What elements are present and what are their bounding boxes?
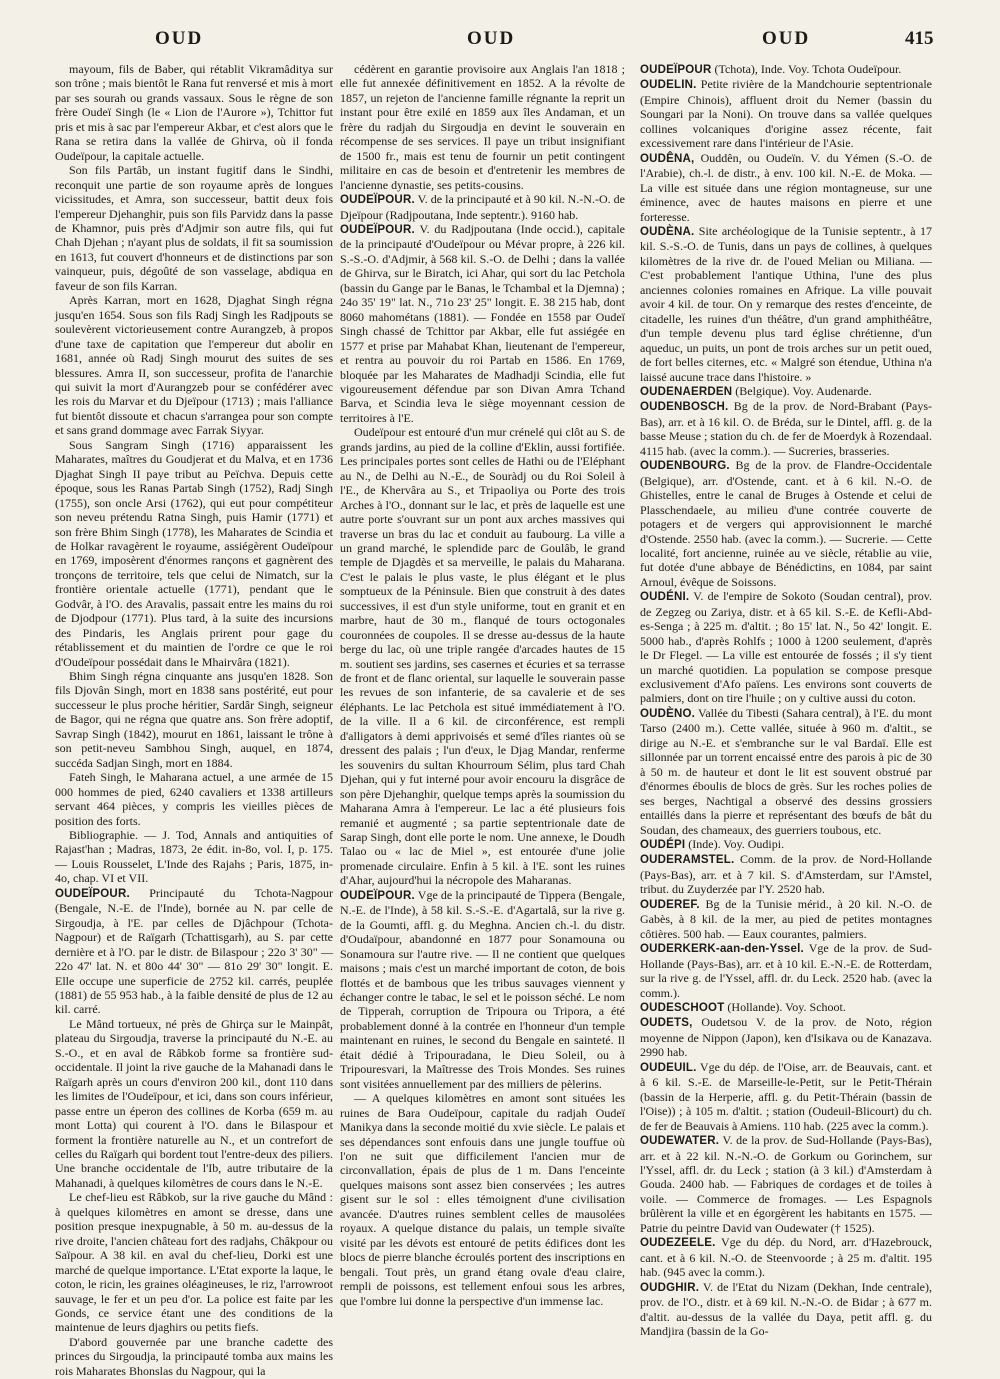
- entry-paragraph: [640, 897, 932, 941]
- entry-headword: OUDETS,: [640, 1017, 693, 1030]
- text-paragraph: [55, 438, 333, 669]
- text-paragraph: [340, 62, 625, 192]
- text-paragraph: [55, 62, 333, 163]
- entry-headword: OUDEÏPOUR.: [55, 887, 130, 900]
- entry-paragraph: [640, 1133, 932, 1235]
- entry-text: Principauté du Tchota-Nagpour (Bengale, N.-E. de l'Inde), bornée au N. par celle de Sirgoudja, à l'E. par celles de Djâchpour (Tchota-Nagpour) et de Raïgarh (Tchattisgarh), au S. par cette dernière et à l'O. par le distr. de Bilaspour ; 22o 3' 30" — 22o 47' lat. N. et 80o 44' 30" — 81o 29' 30" longit. E. Elle occupe une superficie de 2752 kil. carrés, peuplée (1881) de 55 953 hab., à la faible densité de plus de 12 au kil. carré.: [55, 885, 333, 1017]
- entry-paragraph: [640, 224, 932, 384]
- entry-headword: OUDEWATER.: [640, 1135, 720, 1148]
- entry-paragraph: [640, 941, 932, 1000]
- entry-paragraph: [640, 1235, 932, 1279]
- text-column-middle: [340, 62, 625, 1357]
- entry-headword: OUDEUIL.: [640, 1061, 697, 1074]
- entry-text: Oudeïpour est entouré d'un mur crénelé qui clôt au S. de grands jardins, au pied de la colline d'Eklin, aussi fortifiée. Les principales portes sont celles de Hathi ou de l'Eléphant au N., de Delhi au N.-E., de Souràdj ou du Roi Soleil à l'E., de Khervâra au S., et Tripaoliya ou Porte des trois Arches à l'O., donnant sur le lac, et près de laquelle est une autre porte s'ouvrant sur un pont aux arches massives qui traverse un bras du lac et conduit au faubourg. La ville a un grand marché, le splendide parc de Goulâb, le grand temple de Djagdès et sa merveille, le palais du Maharana. C'est le palais le plus vaste, le plus élégant et le plus somptueux de la Péninsule. Bien que construit à des dates successives, il est d'un style uniforme, tout en granit et en marbre, haut de 30 m., flanqué de tours octogonales couronnées de coupoles. Il se dresse au-dessus de la haute berge du lac, où une triple rangée d'arcades hautes de 15 m. soutient ses jardins, ses casernes et écuries et sa terrasse de front et de flanc oriental, sur laquelle le souverain passe les revues de son infanterie, de sa cavalerie et de ses éléphants. Le lac Petchola est situé immédiatement à l'O. de la ville. Il a 6 kil. de circonférence, est rempli d'alligators à demi apprivoisés et semé d'îles riantes où se dressent des palais ; l'un d'eux, le Djag Mandar, renferme les souvenirs du sultan Khourroum Sélim, plus tard Chah Djehan, qui y fut interné pour avoir encouru la disgrâce de son père Djehanghir, quelque temps après la soumission du Maharana Amra à l'empereur. Le lac a été plusieurs fois remanié et augmenté ; sa partie septentrionale date de Sarap Singh, dont elle porte le nom. Une annexe, le Doudh Talao ou « lac de Miel », est entourée d'une jolie promenade circulaire. Enfin à 5 kil. à l'E. sont les ruines d'Ahar, aujourd'hui la nécropole des Maharanas.: [340, 425, 625, 888]
- entry-headword: OUDELIN.: [640, 79, 697, 92]
- entry-paragraph: [640, 837, 932, 852]
- entry-headword: OUDÉNI.: [640, 591, 690, 604]
- entry-paragraph: [340, 192, 625, 222]
- entry-text: (Belgique). Voy. Audenarde.: [732, 383, 872, 398]
- entry-text: Fateh Singh, le Maharana actuel, a une armée de 15 000 hommes de pied, 6240 cavaliers et 1338 artilleurs servant 464 pièces, y compris les vieilles pièces de position des forts.: [55, 770, 333, 828]
- entry-headword: OUDEÏPOUR: [640, 64, 712, 76]
- entry-headword: OUDERKERK-aan-den-Yssel.: [640, 943, 804, 956]
- entry-paragraph: [640, 706, 932, 837]
- text-paragraph: [55, 1017, 333, 1190]
- entry-text: Bg de la prov. de Flandre-Occidentale (Belgique), arr. d'Ostende, cant. et à 6 kil. N.-O. de Ghistelles, entre le canal de Bruges à Ostende et celui de Plasschendaele, au milieu d'une contrée couverte de potagers et de vergers qui approvisionnent le marché d'Ostende. 2550 hab. (avec la comm.). — Sucrerie. — Cette localité, fort ancienne, ruinée au ve siècle, rétablie au viie, fut dotée d'une abbaye de Bénédictins, en 1084, par saint Arnoul, évêque de Soissons.: [640, 458, 932, 589]
- entry-paragraph: [640, 384, 932, 399]
- entry-text: (Tchota), Inde. Voy. Tchota Oudeïpour.: [711, 62, 902, 76]
- entry-text: V. de l'empire de Sokoto (Soudan central), prov. de Zegzeg ou Zariya, distr. et à 65 kil. S.-E. de Kefli-Abd-es-Senga ; à 225 m. d'altit. ; 8o 15' lat. N., 5o 42' longit. E. 5000 hab., d'après Rohlfs ; 1000 à 1200 seulement, d'après le Dr Flegel. — La ville est entourée de fossés ; il s'y tient un marché quotidien. La population se compose presque exclusivement d'Afo païens. Les environs sont couverts de palmiers, dont on tire l'huile ; on y cultive aussi du coton.: [640, 589, 932, 706]
- entry-text: Vge de la principauté de Tippera (Bengale, N.-E. de l'Inde), à 58 kil. S.-S.-E. d'Agartalâ, sur la rive g. de la Goumti, affl. g. du Meghna. Ancien ch.-l. du distr. d'Oudaïpour, abandonné en 1877 pour Sonamouna ou Sonamoura sur l'autre rive. — Il ne contient que quelques maisons ; mais c'est un marché important de coton, de bois flottés et de bambous que les tribus sauvages viennent y échanger contre le tabac, le sel et le poisson séché. Le nom de Tipperah, corruption de Tripoura ou Tripora, a été probablement donné à la contrée en l'honneur d'un temple maintenant en ruines, le second du Bengale en sainteté. Il était dédié à Tripouradana, le Dieu Soleil, ou à Tripouresvari, la Maîtresse des Trois Mondes. Ses ruines sont visitées annuellement par des milliers de pèlerins.: [340, 887, 625, 1091]
- entry-text: Oudetsou V. de la prov. de Noto, région moyenne de Nippon (Japon), ken d'Isikava ou de Kanazava. 2990 hab.: [640, 1015, 932, 1060]
- entry-headword: OUDEÏPOUR.: [340, 889, 415, 902]
- entry-paragraph: [640, 1000, 932, 1015]
- entry-text: Comm. de la prov. de Nord-Hollande (Pays-Bas), arr. et à 7 kil. S. d'Amsterdam, sur l'Amstel, tribut. du Zuyderzée par l'Y. 2520 hab.: [640, 852, 932, 897]
- entry-text: Le Mând tortueux, né près de Ghirça sur le Mainpât, plateau du Sirgoudja, traverse la principauté du N.-E. au S.-O., et en aval de Râbkob forme sa frontière sud-occidentale. Il joint la rive gauche de la Mahanadi dans le Raïgarh après un cours d'environ 200 kil., dont 110 dans les limites de l'Oudeïpour, et ici, dans son cours inférieur, passe entre un éperon des collines de Korba (659 m. au mont Lotta) qui courent à l'O. dans le Bilaspour et forment la frontière naturelle au N., et un contrefort de celles du Raïgarh qui bordent tout l'entre-deux des piliers. Une branche occidentale de l'Ib, autre tributaire de la Mahanadi, à quelques kilomètres de cours dans le N.-E.: [55, 1016, 333, 1190]
- entry-paragraph: [640, 1060, 932, 1133]
- text-column-right: [640, 62, 932, 1357]
- header-word-left: OUD: [155, 28, 204, 49]
- entry-headword: OUDÊNA,: [640, 152, 695, 165]
- entry-text: Vge du dép. du Nord, arr. d'Hazebrouck, cant. et à 6 kil. N.-O. de Steenvoorde ; à 25 m. d'altit. 195 hab. (945 avec la comm.).: [640, 1235, 932, 1280]
- entry-text: Vallée du Tibesti (Sahara central), à l'E. du mont Tarso (2400 m.). Cette vallée, située à 960 m. d'altit., se dirige au N.-E. et s'embranche sur le val Bardaï. Elle est sillonnée par un torrent encaissé entre des parois à pic de 30 à 50 m. de hauteur et dont le lit est souvent obstrué par d'énormes éboulis de blocs de grès. Sur les roches polies de ses berges, Nachtigal a observé des dessins grossiers entaillés dans la pierre et représentant des bœufs de bât du Soudan, des chameaux, des guerriers toubous, etc.: [640, 705, 932, 837]
- text-paragraph: [55, 669, 333, 770]
- entry-paragraph: [340, 888, 625, 1091]
- entry-text: V. du Radjpoutana (Inde occid.), capitale de la principauté d'Oudeïpour ou Mévar propre, à 226 kil. S.-S.-O. d'Adjmir, à 568 kil. S.-O. de Delhi ; dans la vallée de Ghirva, sur le Biratch, ici Ahar, qui sort du lac Petchola (bassin du Gange par le Banas, le Tchambal et la Djemna) ; 24o 35' 19" lat. N., 71o 23' 25" longit. E. 38 215 hab, dont 8060 mahométans (1881). — Fondée en 1558 par Oudeï Singh chassé de Tchittor par Akbar, elle fut assiégée en 1577 et prise par Mahabat Khan, lieutenant de l'empereur, et rentra au pouvoir du roi Partab en 1586. En 1769, bloquée par les Maharates de Madhadji Scindia, elle fut vigoureusement défendue par son Divan Amra Tchand Barva, et Scindia leva le siège moyennant cession de territoires à l'E.: [340, 221, 625, 425]
- entry-text: (Inde). Voy. Oudipi.: [685, 837, 785, 852]
- entry-paragraph: [640, 589, 932, 706]
- text-paragraph: [55, 163, 333, 293]
- entry-text: Son fils Partâb, un instant fugitif dans le Sindhi, reconquit une partie de son royaume après de longues vicissitudes, et Amra, son successeur, battit deux fois l'empereur Djehanghir, puis son fils Parvidz dans la passe de Khamnor, puis près d'Adjmir son autre fils, qui fut Chah Djehan ; n'ayant plus de soldats, il fit sa soumission en 1613, fut couvert d'honneurs et de distinctions par son vainqueur, puis, dégoûté de son vasselage, abdiqua en faveur de son fils Karran.: [55, 163, 333, 293]
- entry-paragraph: [640, 1015, 932, 1059]
- text-paragraph: [55, 828, 333, 886]
- entry-text: V. de la principauté et à 90 kil. N.-N.-O. de Djeïpour (Radjpoutana, Inde septentr.). 9160 hab.: [340, 192, 625, 222]
- header-word-center: OUD: [467, 28, 516, 49]
- text-paragraph: [340, 1091, 625, 1308]
- entry-headword: OUDESCHOOT: [640, 1002, 725, 1014]
- entry-text: cédèrent en garantie provisoire aux Anglais l'an 1818 ; elle fut annexée définitivement en 1852. A la révolte de 1857, un rejeton de l'ancienne famille régnante la reprit un instant pour être exilé en 1859 aux îles Andaman, et un frère du radjah du Sirgoudja en devint le souverain en récompense de ses services. Il paye un tribut insignifiant de 1500 fr., mais est tenu de fournir un petit contingent militaire en cas de besoin et d'entretenir les membres de l'ancienne dynastie, ses petits-cousins.: [340, 62, 625, 192]
- entry-headword: OUDENBOSCH.: [640, 401, 729, 414]
- entry-text: Vge du dép. de l'Oise, arr. de Beauvais, cant. et à 6 kil. S.-E. de Marseille-le-Petit, sur le Petit-Thérain (bassin de la Herperie, affl. g. du Petit-Thérain (bassin de l'Oise)) ; à 105 m. d'altit. ; station (Oudeuil-Blicourt) du ch. de fer de Beauvais à Amiens. 110 hab. (225 avec la comm.).: [640, 1059, 932, 1133]
- entry-headword: OUDEREF.: [640, 898, 700, 911]
- text-paragraph: [55, 1335, 333, 1378]
- entry-text: V. de la prov. de Sud-Hollande (Pays-Bas), arr. et à 22 kil. N.-N.-O. de Gorkum ou Gorinchem, sur l'Yssel, affl. dr. du Leck ; station (à 3 kil.) d'Amsterdam à Gouda. 2400 hab. — Fabriques de cordages et de toiles à voile. — Commerce de fromages. — Les Espagnols brûlèrent la ville et en égorgèrent les habitants en 1575. — Patrie du peintre David van Oudewater († 1525).: [640, 1133, 932, 1235]
- text-column-left: [55, 62, 333, 1378]
- entry-paragraph: [640, 1280, 932, 1339]
- entry-paragraph: [640, 852, 932, 896]
- entry-text: mayoum, fils de Baber, qui rétablit Vikramâditya sur son trône ; mais bientôt le Rana fut renversé et mis à mort par ses sourah ou grands vassaux. Sous le règne de son frère Oudeï Singh (le « Lion de l'Aurore »), Tchittor fut pris et mis à sac par l'empereur Akbar, et c'est alors que le Rana se retira dans la vallée de Ghirva, où il fonda Oudeïpour, la capitale actuelle.: [55, 62, 333, 163]
- entry-headword: OUDEÏPOUR.: [340, 223, 415, 236]
- entry-text: Sous Sangram Singh (1716) apparaissent les Maharates, maîtres du Goudjerat et du Malva, et en 1736 Djaghat Singh II paye tribut au Peïchva. Depuis cette époque, sous les Ranas Partab Singh (1752), Radj Singh (1755), son oncle Arsi (1762), qui eut pour compétiteur son neveu prétendu Ratna Singh, puis Hamir (1771) et son frère Bhim Singh (1778), les Maharates de Scindia et de Holkar ravagèrent le royaume, assiégèrent Oudeïpour en 1769, imposèrent d'énormes rançons et gagnèrent des tronçons de territoire, tels que celui de Nimatch, sur la frontière orientale actuelle (1771), pendant que le Godvâr, à l'O. des Aravalis, passait entre les mains du roi de Djodpour (1771). Plus tard, à la suite des incursions des Pindaris, les Anglais prirent pour gage du rétablissement et du maintien de l'ordre ce que le roi d'Oudeïpour possédait dans le Mhairvâra (1821).: [55, 437, 333, 669]
- entry-text: Vge de la prov. de Sud-Hollande (Pays-Bas), arr. et à 10 kil. E.-N.-E. de Rotterdam, sur la rive g. de l'Yssel, affl. dr. du Leck. 2520 hab. (avec la comm.).: [640, 941, 932, 1000]
- entry-headword: OUDÈNO.: [640, 707, 696, 720]
- entry-text: Bibliographie. — J. Tod, Annals and antiquities of Rajast'han ; Madras, 1873, 2e édit. in-8o, vol. I, p. 175. — Louis Rousselet, L'Inde des Rajahs ; Paris, 1875, in-4o, chap. VI et VII.: [55, 828, 333, 886]
- text-paragraph: [55, 293, 333, 438]
- entry-paragraph: [640, 62, 932, 77]
- entry-headword: OUDENAERDEN: [640, 385, 733, 398]
- entry-headword: OUDERAMSTEL.: [640, 854, 735, 867]
- text-paragraph: [340, 425, 625, 888]
- entry-text: V. de l'Etat du Nizam (Dekhan, Inde centrale), prov. de l'O., distr. et à 69 kil. N.-N.-O. de Bidar ; à 677 m. d'altit. au-dessus de la vallée du Daya, petit affl. g. du Mandjira (bassin de la Go-: [640, 1279, 932, 1338]
- entry-headword: OUDGHIR.: [640, 1281, 700, 1294]
- entry-text: Après Karran, mort en 1628, Djaghat Singh régna jusqu'en 1654. Sous son fils Radj Singh les Radjpouts se soulevèrent victorieusement contre Aurangzeb, à propos d'une taxe de capitation que l'empereur dut abolir en 1681, année où Radj Singh mourut des suites de ses blessures. Amra II, son successeur, profita de l'anarchie qui suivit la mort d'Aurangzeb pour se confédérer avec les rois du Marvar et du Djeïpour (1713) ; mais l'alliance fut bientôt dissoute et chacun s'arrangea pour son compte et sans grand dommage avec Farrak Siyyar.: [55, 293, 333, 438]
- text-paragraph: [55, 770, 333, 828]
- entry-text: Bg de la Tunisie mérid., à 20 kil. N.-O. de Gabès, à 8 kil. de la mer, au pied de petites montagnes côtières. 500 hab. — Eaux courantes, palmiers.: [640, 896, 932, 941]
- entry-text: Bg de la prov. de Nord-Brabant (Pays-Bas), arr. et à 16 kil. O. de Bréda, sur le Dintel, affl. g. de la basse Meuse ; station du ch. de fer de Moerdyk à Rozendaal. 4115 hab. (avec la comm.). — Sucreries, brasseries.: [640, 399, 932, 458]
- entry-paragraph: [640, 458, 932, 589]
- header-word-right: OUD: [762, 28, 811, 49]
- entry-text: Le chef-lieu est Râbkob, sur la rive gauche du Mând : à quelques kilomètres en amont se dresse, dans une position presque inexpugnable, à 50 m. au-dessus de la rive droite, l'ancien château fort des radjahs, Châkpour ou Saïpour. A 38 kil. en aval du chef-lieu, Dorki est une marché de quelque importance. L'Etat exporte la laque, le coton, le ricin, les graines oléagineuses, le riz, l'arrowroot sauvage, le fer et un peu d'or. La police est faite par les Gonds, ce service étant une des conditions de la maintenue de leurs djaghirs ou petits fiefs.: [55, 1190, 333, 1335]
- entry-text: Petite rivière de la Mandchourie septentrionale (Empire Chinois), affluent droit du Nemer (bassin du Soungari par la Noni). On trouve dans sa vallée quelques collines volcaniques d'origine assez récente, fait excessivement rare dans l'intérieur de l'Asie.: [640, 77, 932, 151]
- entry-paragraph: [640, 151, 932, 224]
- entry-text: D'abord gouvernée par une branche cadette des princes du Sirgoudja, la principauté tomba aux mains les rois Maharates Bhonslas du Nagpour, qui la: [55, 1334, 333, 1378]
- entry-text: — A quelques kilomètres en amont sont situées les ruines de Bara Oudeïpour, capitale du radjah Oudeï Manikya dans la seconde moitié du xvie siècle. Le palais et ses dépendances sont enfouis dans une jungle touffue où l'on ne suit que difficilement l'ancien mur de circonvallation, épais de plus de 1 m. Dans l'enceinte quelques maisons sont assez bien conservées ; les autres gisent sur le sol : elles témoignent d'une civilisation avancée. D'autres ruines semblent celles de mausolées royaux. A quelque distance du palais, un temple sivaïte visité par les dévots est entouré de petits édifices dont les blocs de pierre blanche écroulés portent des inscriptions en bengali. Tout près, un grand étang ovale d'eau claire, rempli de poissons, est tellement enfoui sous les arbres, que l'ombre lui donne la perspective d'un immense lac.: [340, 1091, 625, 1308]
- entry-paragraph: [640, 399, 932, 458]
- entry-text: Site archéologique de la Tunisie septentr., à 17 kil. S.-S.-O. de Tunis, dans un pays de collines, à quelques kilomètres de la rive dr. de l'oued Melian ou Miliana. — C'est probablement l'antique Uthina, l'une des plus anciennes colonies romaines en Afrique. La ville pouvait avoir 4 kil. de tour. On y remarque des restes d'enceinte, de citadelle, les ruines d'un théâtre, d'un grand amphithéâtre, d'un temple devenu plus tard église chrétienne, d'un aqueduc, un puits, un pont de trois arches sur un petit oued, de fort belles citernes, etc. « Malgré son étendue, Uthina n'a laissé aucune trace dans l'histoire. »: [640, 223, 932, 384]
- entry-paragraph: [640, 77, 932, 150]
- entry-paragraph: [55, 886, 333, 1017]
- entry-text: Bhim Singh régna cinquante ans jusqu'en 1828. Son fils Djovân Singh, mort en 1838 sans postérité, eut pour successeur le plus proche héritier, Sardâr Singh, seigneur de Bagor, qui ne régna que quatre ans. Son frère adoptif, Savrap Singh (1842), mourut en 1861, laissant le trône à son petit-neveu Sambhou Singh, auquel, en 1874, succéda Sadjan Singh, mort en 1884.: [55, 669, 333, 770]
- page-number: 415: [905, 28, 934, 49]
- entry-headword: OUDEZEELE.: [640, 1237, 716, 1250]
- entry-headword: OUDÈNA.: [640, 225, 695, 238]
- entry-headword: OUDENBOURG.: [640, 460, 730, 473]
- entry-text: Ouddên, ou Oudeïn. V. du Yémen (S.-O. de l'Arabie), ch.-l. de distr., à env. 100 kil. N.-E. de Moka. — La ville est située dans une région montagneuse, sur une éminence, avec de hautes maisons en pierre et une forteresse.: [640, 150, 932, 224]
- entry-paragraph: [340, 222, 625, 425]
- entry-headword: OUDÉPI: [640, 839, 686, 852]
- text-paragraph: [55, 1190, 333, 1335]
- entry-text: (Hollande). Voy. Schoot.: [724, 1000, 846, 1014]
- entry-headword: OUDEÏPOUR.: [340, 194, 415, 207]
- running-header: [0, 28, 1000, 64]
